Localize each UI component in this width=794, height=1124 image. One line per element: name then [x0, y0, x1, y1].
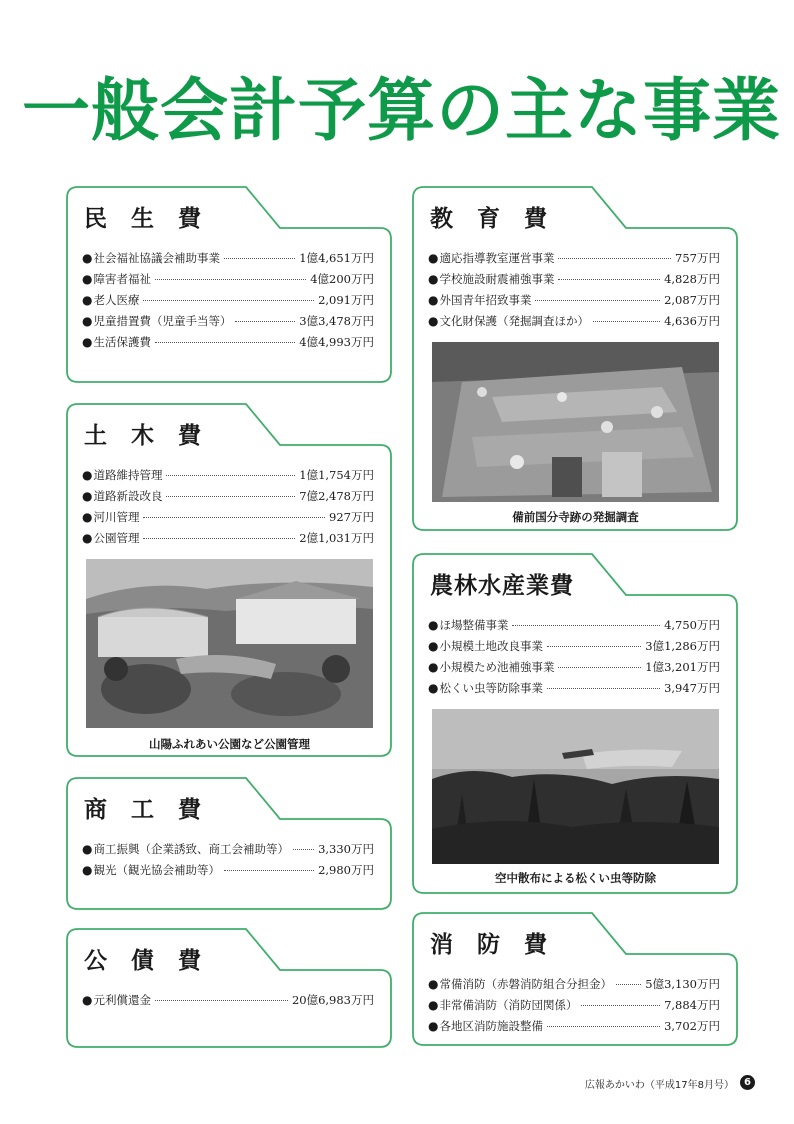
- section-kosai: [66, 928, 392, 1048]
- publication-footer: 広報あかいわ（平成17年8月号）: [584, 1080, 734, 1091]
- section-norin: [412, 553, 738, 894]
- list-item: ● 社会福祉協議会補助事業 1億4,651万円: [82, 251, 374, 265]
- section-title: 公債費: [84, 948, 225, 974]
- list-item: ● 適応指導教室運営事業 757万円: [428, 251, 720, 265]
- list-item: ● 道路新設改良 7億2,478万円: [82, 489, 374, 503]
- photo-caption: 備前国分寺跡の発掘調査: [512, 510, 639, 524]
- list-item: ● 生活保護費 4億4,993万円: [82, 335, 374, 349]
- item-list: [82, 841, 374, 883]
- item-list: [82, 992, 374, 1013]
- list-item: ● 松くい虫等防除事業 3,947万円: [428, 681, 720, 695]
- section-minsei: [66, 186, 392, 383]
- list-item: ● 学校施設耐震補強事業 4,828万円: [428, 272, 720, 286]
- item-list: [428, 976, 720, 1039]
- section-title: 民生費: [84, 206, 225, 232]
- aerial-spraying-photo: [432, 709, 719, 864]
- section-title: 土木費: [84, 423, 225, 449]
- photo-caption: 空中散布による松くい虫等防除: [495, 871, 656, 885]
- park-photo: [86, 559, 373, 728]
- list-item: ● 小規模ため池補強事業 1億3,201万円: [428, 660, 720, 674]
- section-shoko: [66, 777, 392, 910]
- section-title: 農林水産業費: [430, 573, 574, 599]
- list-item: ● 文化財保護（発掘調査ほか） 4,636万円: [428, 314, 720, 328]
- list-item: ● 各地区消防施設整備 3,702万円: [428, 1019, 720, 1033]
- list-item: ● ほ場整備事業 4,750万円: [428, 618, 720, 632]
- page-number: 6: [740, 1075, 755, 1090]
- list-item: ● 非常備消防（消防団関係） 7,884万円: [428, 998, 720, 1012]
- list-item: ● 常備消防（赤磐消防組合分担金） 5億3,130万円: [428, 977, 720, 991]
- item-list: [428, 617, 720, 701]
- item-list: [428, 250, 720, 334]
- list-item: ● 児童措置費（児童手当等） 3億3,478万円: [82, 314, 374, 328]
- page-title: 一般会計予算の主な事業: [22, 72, 782, 151]
- section-title: 商工費: [84, 797, 225, 823]
- list-item: ● 障害者福祉 4億200万円: [82, 272, 374, 286]
- section-title: 消防費: [430, 932, 571, 958]
- section-title: 教育費: [430, 206, 571, 232]
- excavation-photo: [432, 342, 719, 502]
- item-list: [82, 250, 374, 355]
- item-list: [82, 467, 374, 551]
- list-item: ● 公園管理 2億1,031万円: [82, 531, 374, 545]
- section-kyoiku: [412, 186, 738, 531]
- photo-caption: 山陽ふれあい公園など公園管理: [149, 737, 310, 751]
- list-item: ● 観光（観光協会補助等） 2,980万円: [82, 863, 374, 877]
- section-shobo: [412, 912, 738, 1046]
- list-item: ● 老人医療 2,091万円: [82, 293, 374, 307]
- list-item: ● 河川管理 927万円: [82, 510, 374, 524]
- list-item: ● 元利償還金 20億6,983万円: [82, 993, 374, 1007]
- list-item: ● 外国青年招致事業 2,087万円: [428, 293, 720, 307]
- list-item: ● 商工振興（企業誘致、商工会補助等） 3,330万円: [82, 842, 374, 856]
- list-item: ● 小規模土地改良事業 3億1,286万円: [428, 639, 720, 653]
- list-item: ● 道路維持管理 1億1,754万円: [82, 468, 374, 482]
- section-doboku: [66, 403, 392, 757]
